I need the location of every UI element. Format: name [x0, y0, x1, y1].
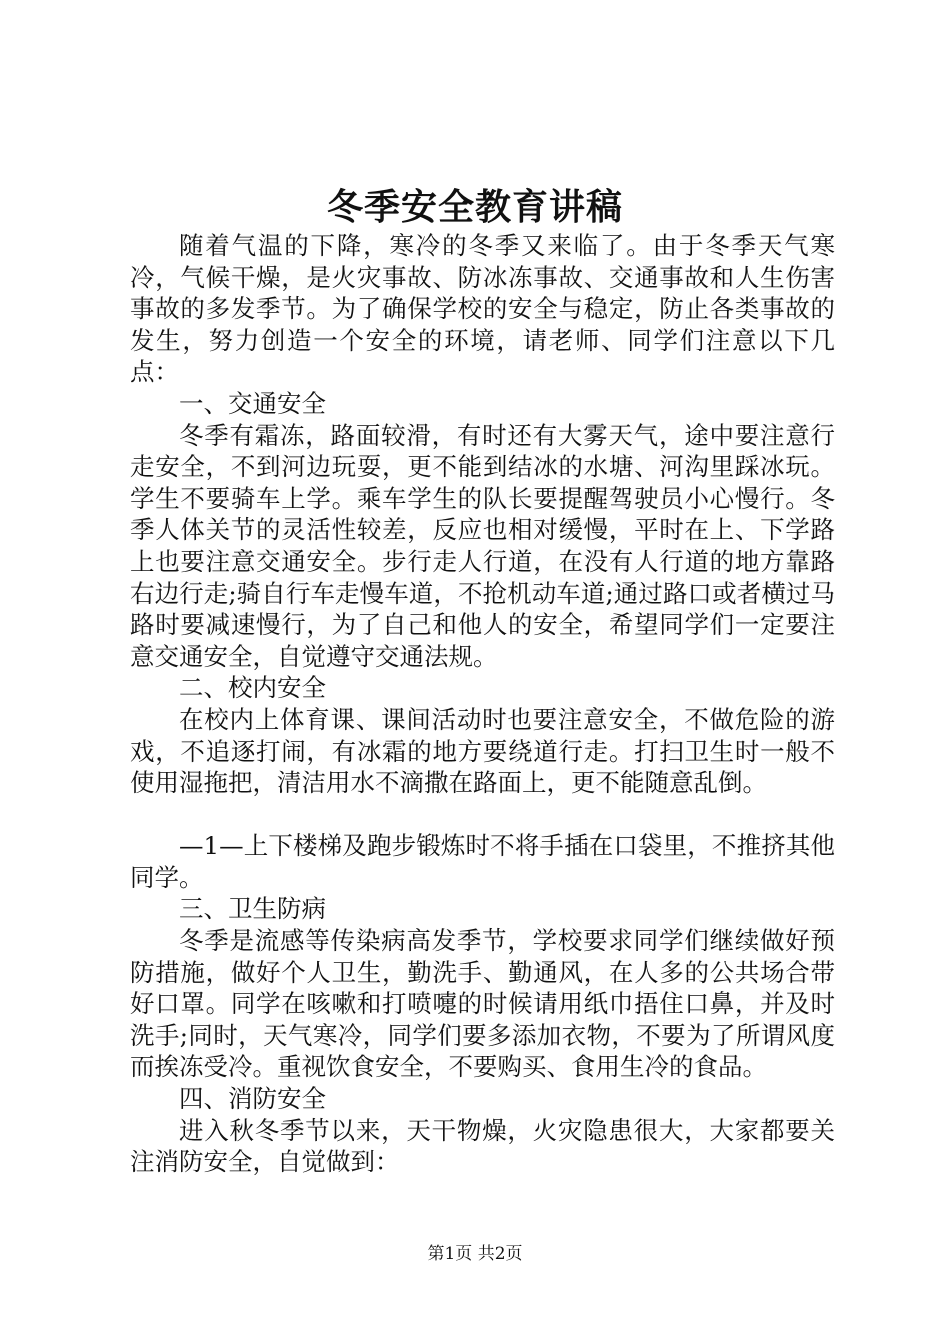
section-heading-health: 三、卫生防病	[179, 894, 326, 924]
campus-paragraph: 在校内上体育课、课间活动时也要注意安全，不做危险的游戏，不追逐打闹，有冰霜的地方要绕道行走。打扫卫生时一般不使用湿拖把，清洁用水不滴撒在路面上，更不能随意乱倒。	[130, 704, 835, 798]
health-paragraph: 冬季是流感等传染病高发季节，学校要求同学们继续做好预防措施，做好个人卫生，勤洗手、勤通风，在人多的公共场合带好口罩。同学在咳嗽和打喷嚏的时候请用纸巾捂住口鼻，并及时洗手;同时，天气寒冷，同学们要多添加衣物，不要为了所谓风度而挨冻受冷。重视饮食安全，不要购买、食用生冷的食品。	[130, 926, 835, 1082]
stairs-paragraph: —1—上下楼梯及跑步锻炼时不将手插在口袋里，不推挤其他同学。	[130, 831, 835, 892]
section-heading-traffic: 一、交通安全	[179, 388, 326, 418]
traffic-paragraph: 冬季有霜冻，路面较滑，有时还有大雾天气，途中要注意行走安全，不到河边玩耍，更不能到结冰的水塘、河沟里踩冰玩。学生不要骑车上学。乘车学生的队长要提醒驾驶员小心慢行。冬季人体关节的灵活性较差，反应也相对缓慢，平时在上、下学路上也要注意交通安全。步行走人行道，在没有人行道的地方靠路右边行走;骑自行车走慢车道，不抢机动车道;通过路口或者横过马路时要减速慢行，为了自己和他人的安全，希望同学们一定要注意交通安全，自觉遵守交通法规。	[130, 420, 835, 671]
fire-paragraph: 进入秋冬季节以来，天干物燥，火灾隐患很大，大家都要关注消防安全，自觉做到：	[130, 1115, 835, 1177]
page-footer: 第1页 共2页	[427, 1244, 523, 1264]
document-title: 冬季安全教育讲稿	[326, 186, 623, 228]
section-heading-fire: 四、消防安全	[179, 1084, 326, 1114]
blank-line	[130, 799, 835, 831]
document-body	[130, 230, 835, 1178]
intro-paragraph: 随着气温的下降，寒冷的冬季又来临了。由于冬季天气寒冷，气候干燥，是火灾事故、防冰冻事故、交通事故和人生伤害事故的多发季节。为了确保学校的安全与稳定，防止各类事故的发生，努力创造一个安全的环境，请老师、同学们注意以下几点：	[130, 231, 835, 387]
section-heading-campus: 二、校内安全	[179, 673, 326, 703]
